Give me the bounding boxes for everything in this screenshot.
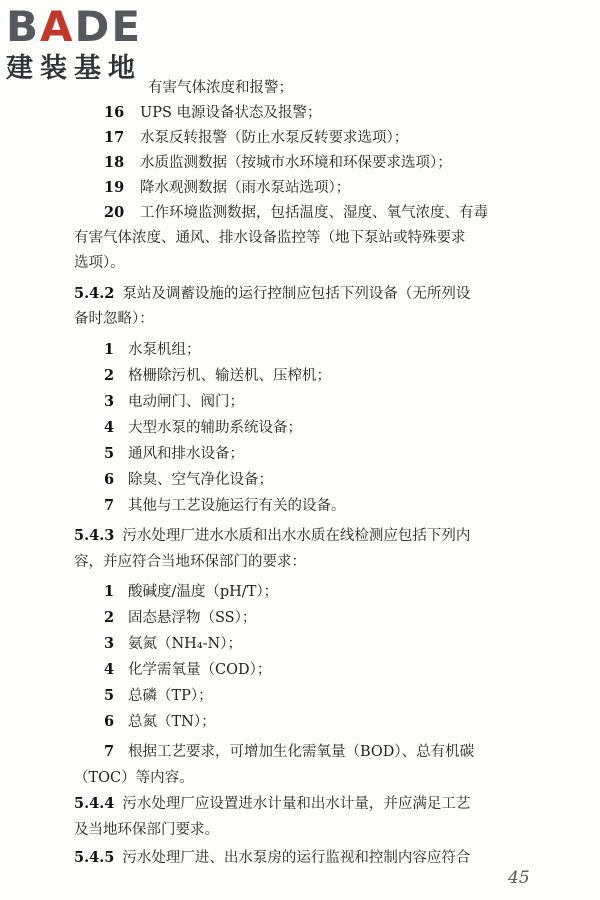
item-text: 水泵机组； (128, 342, 201, 358)
item-number: 5 (104, 445, 115, 462)
item-number: 5 (104, 687, 115, 704)
item-number: 20 (104, 204, 125, 221)
item-text: 根据工艺要求，可增加生化需氧量（BOD）、总有机碳 (128, 744, 475, 760)
item-number: 1 (104, 341, 115, 358)
item-15-fragment: 有害气体浓度和报警； (148, 80, 293, 96)
item-text: 其他与工艺设施运行有关的设备。 (128, 498, 346, 514)
item-text: 总磷（TP）； (128, 688, 213, 704)
list-item (104, 712, 216, 732)
list-item (104, 470, 273, 490)
logo-letters-de: DE (74, 2, 143, 51)
item-number: 19 (104, 179, 125, 196)
list-item (104, 582, 278, 602)
item-text: 降水观测数据（雨水泵站选项）； (140, 180, 351, 196)
list-item (104, 153, 452, 173)
item-text: 水泵反转报警（防止水泵反转要求选项）； (140, 130, 409, 146)
item-20-continuation: 选项）。 (74, 255, 125, 271)
section-5-4-5 (74, 848, 470, 868)
list-item (104, 686, 213, 706)
item-text: 通风和排水设备； (128, 446, 244, 462)
section-5-4-2 (74, 284, 470, 304)
item-number: 4 (104, 419, 115, 436)
list-item (104, 128, 408, 148)
item-number: 17 (104, 129, 125, 146)
item-number: 7 (104, 743, 115, 760)
item-number: 4 (104, 661, 115, 678)
section-text: 污水处理厂应设置进水计量和出水计量，并应满足工艺 (122, 796, 471, 812)
section-5-4-4 (74, 794, 470, 814)
list-item (104, 742, 474, 762)
item-number: 7 (104, 497, 115, 514)
item-number: 3 (104, 393, 115, 410)
item-7-continuation: （TOC）等内容。 (74, 770, 194, 786)
section-number: 5.4.2 (74, 285, 115, 302)
item-number: 3 (104, 635, 115, 652)
item-20-continuation: 有害气体浓度、通风、排水设备监控等（地下泵站或特殊要求 (74, 230, 466, 246)
list-item (104, 444, 244, 464)
logo-letter-b: B (6, 2, 41, 51)
list-item (104, 203, 488, 223)
section-text: 污水处理厂进水水质和出水水质在线检测应包括下列内 (122, 528, 471, 544)
section-5-4-2-continuation: 备时忽略）： (74, 311, 154, 327)
list-item (104, 418, 302, 438)
list-item (104, 178, 350, 198)
section-number: 5.4.3 (74, 527, 115, 544)
item-number: 16 (104, 104, 125, 121)
item-text: 总氮（TN）； (128, 714, 216, 730)
item-text: 工作环境监测数据，包括温度、湿度、氧气浓度、有毒 (140, 205, 488, 221)
list-item (104, 103, 322, 123)
item-number: 2 (104, 609, 115, 626)
item-number: 1 (104, 583, 115, 600)
item-text: 大型水泵的辅助系统设备； (128, 420, 302, 436)
section-number: 5.4.5 (74, 849, 115, 866)
list-item (104, 496, 346, 516)
list-item (104, 634, 242, 654)
item-text: 电动闸门、阀门； (128, 394, 244, 410)
page-number: 45 (508, 868, 530, 888)
item-text: 水质监测数据（按城市水环境和环保要求选项）； (140, 155, 452, 171)
section-5-4-3-continuation: 容，并应符合当地环保部门的要求： (74, 554, 306, 570)
item-number: 6 (104, 713, 115, 730)
item-number: 18 (104, 154, 125, 171)
item-number: 6 (104, 471, 115, 488)
item-text: UPS 电源设备状态及报警； (140, 105, 322, 121)
list-item (104, 608, 256, 628)
item-text: 氨氮（NH₄-N）； (128, 636, 242, 652)
logo-tagline: 建装基地 (6, 53, 142, 84)
logo-wordmark (6, 4, 176, 50)
list-item (104, 660, 271, 680)
item-text: 固态悬浮物（SS）； (128, 610, 257, 626)
section-5-4-3 (74, 526, 470, 546)
section-text: 泵站及调蓄设施的运行控制应包括下列设备（无所列设 (122, 286, 471, 302)
item-text: 化学需氧量（COD）； (128, 662, 272, 678)
item-number: 2 (104, 367, 115, 384)
section-text: 污水处理厂进、出水泵房的运行监视和控制内容应符合 (122, 850, 471, 866)
item-text: 酸碱度/温度（pH/T）； (128, 584, 279, 600)
item-text: 除臭、空气净化设备； (128, 472, 273, 488)
item-text: 格栅除污机、输送机、压榨机； (128, 368, 331, 384)
section-number: 5.4.4 (74, 795, 115, 812)
section-5-4-4-continuation: 及当地环保部门要求。 (74, 822, 219, 838)
list-item (104, 366, 331, 386)
list-item (104, 392, 244, 412)
list-item (104, 340, 201, 360)
logo-letter-a: A (40, 2, 75, 51)
